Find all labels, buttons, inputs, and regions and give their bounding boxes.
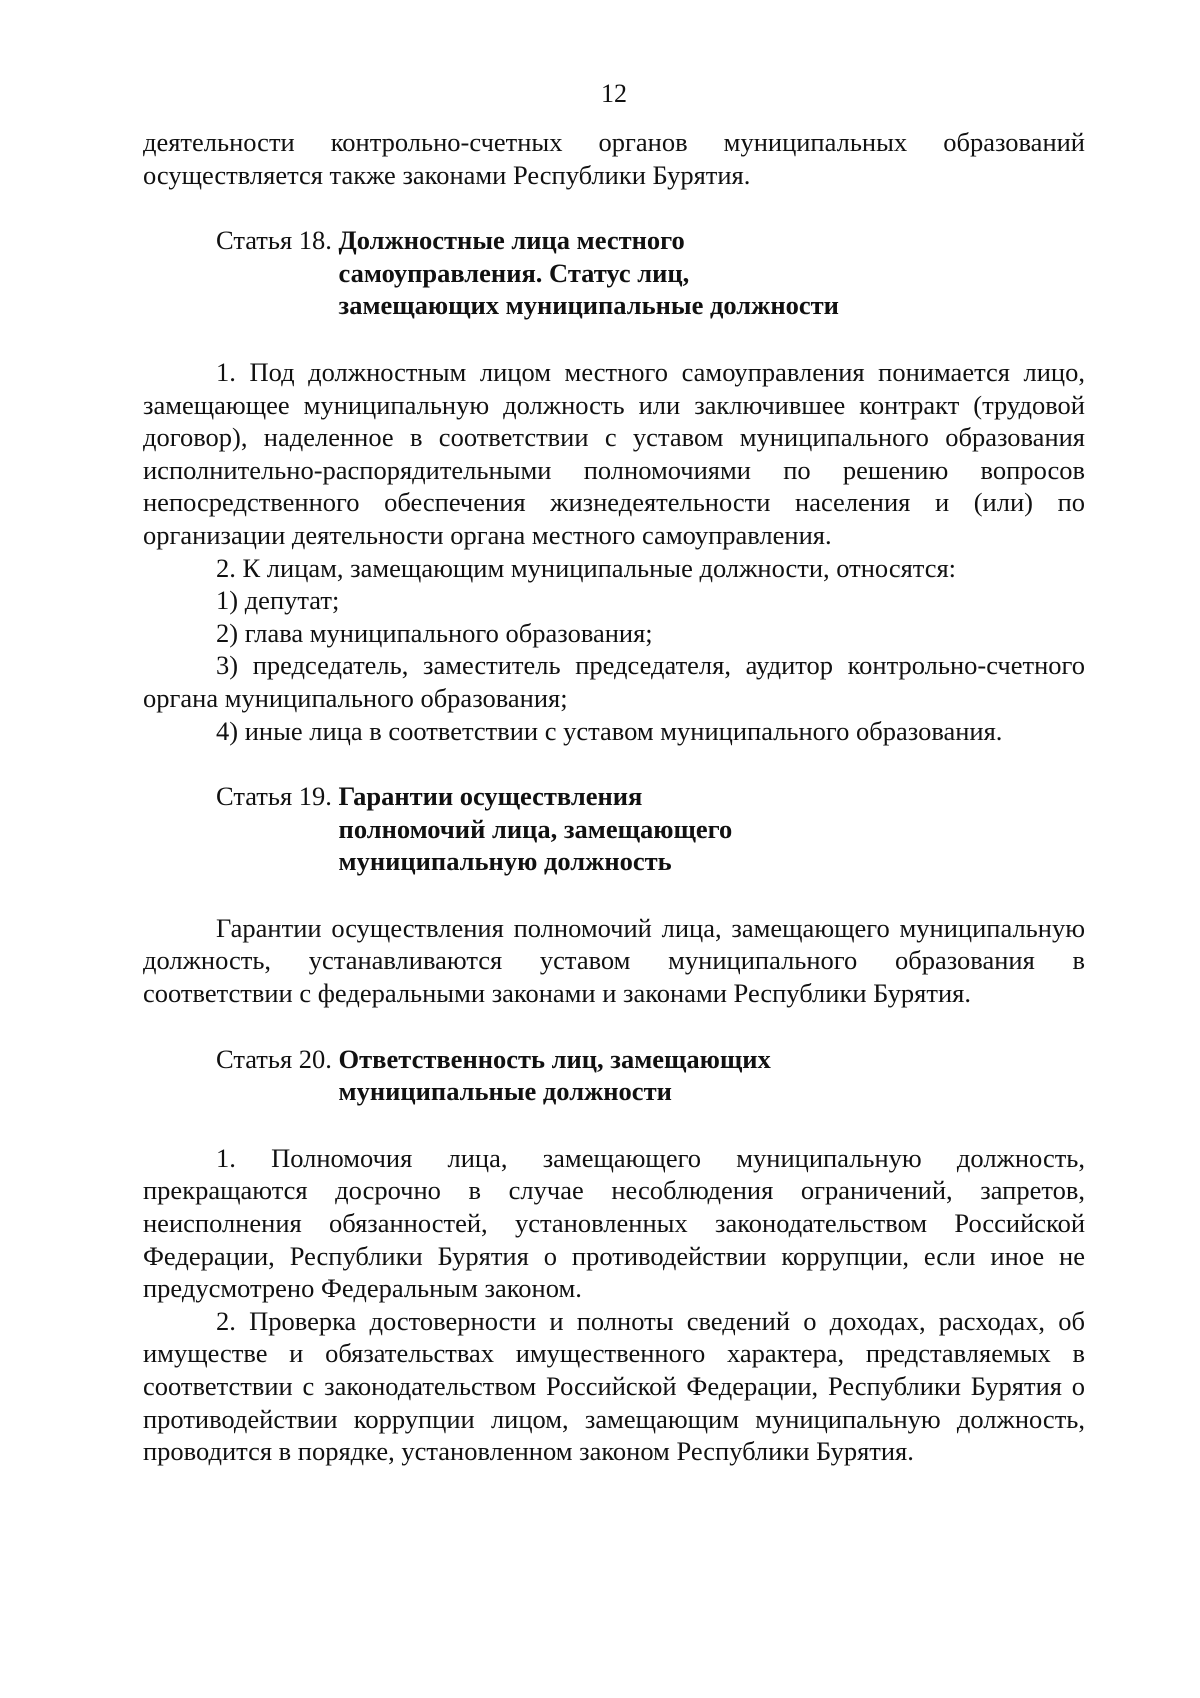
document-page: [143, 78, 1085, 1468]
article-20-paragraph: 2. Проверка достоверности и полноты сведений о доходах, расходах, об имуществе и обязательствах имущественного характера, представляемых в соответствии с законодательством Российской Федерации, Республики Бурятия о противодействии коррупции лицом, замещающим муниципальную должность, проводится в порядке, установленном законом Республики Бурятия.: [143, 1305, 1085, 1467]
article-18-title-line: Должностные лица местного: [338, 225, 685, 256]
article-20-label: Статья 20.: [216, 1043, 339, 1074]
article-18-title: [339, 224, 839, 322]
article-20-paragraph: 1. Полномочия лица, замещающего муниципальную должность, прекращаются досрочно в случае несоблюдения ограничений, запретов, неисполнения обязанностей, установленных законодательством Российской Федерации, Республики Бурятия о противодействии коррупции, если иное не предусмотрено Федеральным законом.: [143, 1142, 1085, 1304]
page-number: 12: [601, 79, 627, 108]
article-18-title-line: замещающих муниципальные должности: [338, 290, 839, 321]
article-20-heading: [143, 1043, 1085, 1108]
article-18-title-line: самоуправления. Статус лиц,: [338, 257, 690, 288]
article-20-title-line: муниципальные должности: [338, 1076, 672, 1107]
article-18-list-item: 3) председатель, заместитель председателя, аудитор контрольно-счетного органа муниципального образования;: [143, 650, 1085, 713]
article-18-heading: [143, 224, 1085, 322]
article-18-list-item: 1) депутат;: [216, 585, 340, 616]
article-20-title: [339, 1043, 771, 1108]
article-18-paragraph: 1. Под должностным лицом местного самоуправления понимается лицо, замещающее муниципальную должность или заключившее контракт (трудовой договор), наделенное в соответствии с уставом муниципального образования исполнительно-распорядительными полномочиями по решению вопросов непосредственного обеспечения жизнедеятельности населения и (или) по организации деятельности органа местного самоуправления.: [143, 356, 1085, 550]
article-19-title-line: полномочий лица, замещающего: [338, 813, 733, 844]
article-20-title-line: Ответственность лиц, замещающих: [338, 1043, 771, 1074]
article-18-list-item: 4) иные лица в соответствии с уставом муниципального образования.: [216, 715, 1003, 746]
intro-paragraph: деятельности контрольно-счетных органов муниципальных образований осуществляется также законами Республики Бурятия.: [143, 127, 1085, 190]
article-19-title-line: муниципальную должность: [338, 846, 672, 877]
article-19-title-line: Гарантии осуществления: [338, 781, 643, 812]
article-18-paragraph: 2. К лицам, замещающим муниципальные должности, относятся:: [216, 552, 957, 583]
article-19-title: [339, 780, 733, 878]
article-18-label: Статья 18.: [216, 225, 339, 256]
article-19-label: Статья 19.: [216, 781, 339, 812]
article-19-heading: [143, 780, 1085, 878]
article-18-list-item: 2) глава муниципального образования;: [216, 617, 653, 648]
article-19-paragraph: Гарантии осуществления полномочий лица, замещающего муниципальную должность, устанавливаются уставом муниципального образования в соответствии с федеральными законами и законами Республики Бурятия.: [143, 912, 1085, 1009]
